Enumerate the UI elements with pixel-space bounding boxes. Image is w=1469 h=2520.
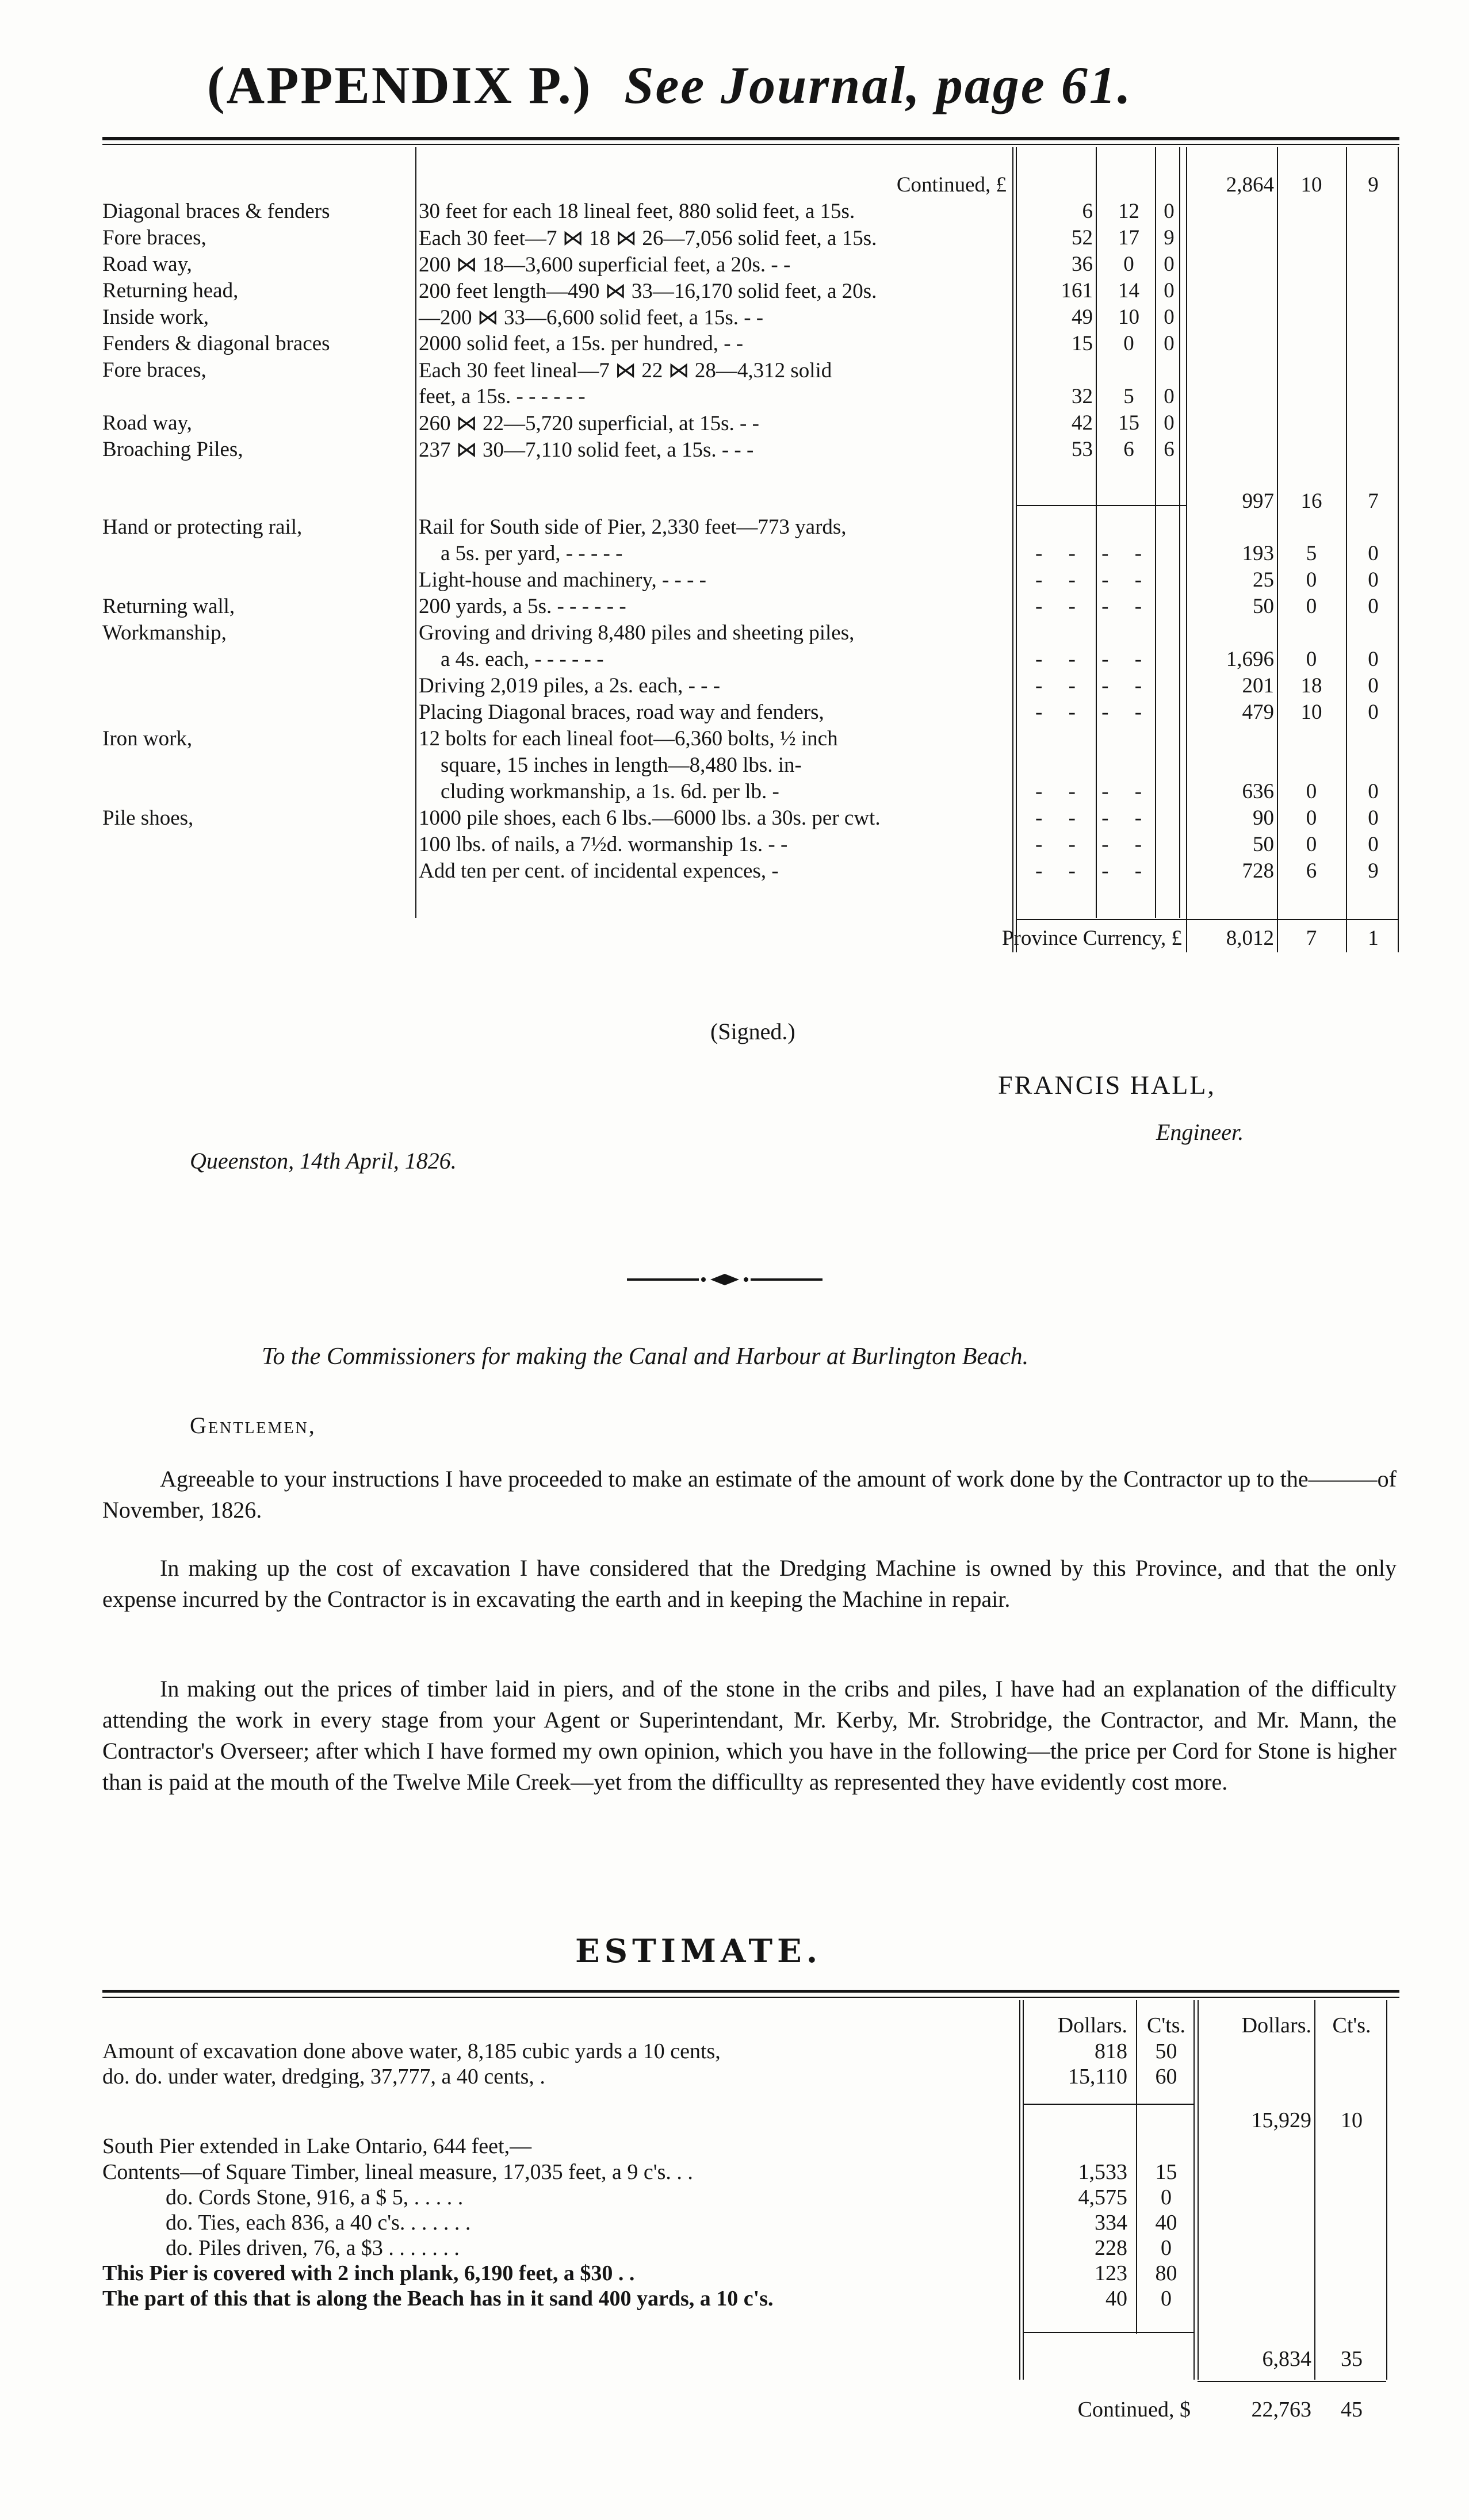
ornament-divider-icon: [627, 1271, 823, 1288]
table1-row: [0, 305, 1469, 331]
row-shillings: 6: [1123, 438, 1134, 461]
estimate-description: The part of this that is along the Beach has in it sand 400 yards, a 10 c's.: [102, 2287, 774, 2311]
row-shillings: 0: [1123, 332, 1134, 355]
row-description: Driving 2,019 piles, a 2s. each, - - -: [419, 674, 721, 698]
empty-column-dashes: - - - -: [1035, 806, 1153, 830]
estimate-dollars: 15,110: [1068, 2065, 1127, 2089]
table1-row: [0, 621, 1469, 646]
row-description: 200 yards, a 5s. - - - - - -: [419, 595, 626, 618]
estimate-description: Contents—of Square Timber, lineal measure, 17,035 feet, a 9 c's. . .: [102, 2160, 693, 2184]
row-pounds: 193: [1242, 542, 1274, 565]
row-item: Pile shoes,: [102, 806, 194, 830]
signed-label: (Signed.): [710, 1018, 795, 1044]
row-shillings: 17: [1118, 226, 1139, 250]
estimate-row: [0, 2261, 1469, 2286]
row-shillings: 0: [1306, 648, 1317, 671]
estimate-row: [0, 2210, 1469, 2235]
row-description: 30 feet for each 18 lineal feet, 880 solid feet, a 15s.: [419, 200, 855, 223]
row-description: Each 30 feet—7 ⋈ 18 ⋈ 26—7,056 solid feet, a 15s.: [419, 227, 877, 250]
estimate-subtotal1-row: [0, 2108, 1469, 2133]
row-item: Returning head,: [102, 279, 239, 302]
row-description: Rail for South side of Pier, 2,330 feet—773 yards,: [419, 515, 847, 539]
signer-name: FRANCIS HALL,: [998, 1070, 1216, 1100]
estimate-subtotal2-row: [0, 2346, 1469, 2372]
table1-row: [0, 515, 1469, 541]
row-pounds: 161: [1061, 279, 1093, 302]
estimate-row: [0, 2235, 1469, 2261]
row-shillings: 6: [1306, 859, 1317, 883]
estimate-cents: 40: [1155, 2211, 1177, 2235]
row-pounds: 25: [1253, 568, 1274, 592]
row-pounds: 42: [1072, 411, 1093, 435]
empty-column-dashes: - - - -: [1035, 595, 1153, 618]
province-shillings: 7: [1306, 926, 1317, 950]
row-shillings: 0: [1306, 780, 1317, 803]
estimate-header-row: [0, 2013, 1469, 2038]
row-pence: 0: [1164, 332, 1175, 355]
row-item: Fenders & diagonal braces: [102, 332, 330, 355]
row-description: Placing Diagonal braces, road way and fenders,: [419, 700, 824, 724]
empty-column-dashes: - - - -: [1035, 648, 1153, 671]
row-pence: 9: [1164, 226, 1175, 250]
row-description: 12 bolts for each lineal foot—6,360 bolts, ½ inch: [419, 727, 838, 750]
row-description: 200 feet length—490 ⋈ 33—16,170 solid feet, a 20s.: [419, 279, 877, 303]
row-item: Iron work,: [102, 727, 193, 750]
estimate-row: [0, 2286, 1469, 2311]
estimate-row: [0, 2064, 1469, 2089]
estimate-dollars: 818: [1095, 2039, 1127, 2063]
row-shillings: 0: [1306, 806, 1317, 830]
row-shillings: 15: [1118, 411, 1139, 435]
row-item: Fore braces,: [102, 226, 206, 250]
row-pence: 0: [1164, 305, 1175, 329]
estimate-description: do. do. under water, dredging, 37,777, a 40 cents, .: [102, 2065, 545, 2089]
row-description: 1000 pile shoes, each 6 lbs.—6000 lbs. a 30s. per cwt.: [419, 806, 881, 830]
col-header-cents-total: Ct's.: [1332, 2013, 1371, 2038]
letter-paragraph-2: In making up the cost of excavation I have considered that the Dredging Machine is owned by this Province, and that the only expense incurred by the Contractor is in excavating the earth and in keeping the Machine in repair.: [102, 1555, 1397, 1612]
row-item: Broaching Piles,: [102, 438, 243, 461]
table1-row: [0, 568, 1469, 593]
table1-row: [0, 726, 1469, 752]
estimate-heading: ESTIMATE.: [575, 1932, 823, 1970]
estimate-dollars: 123: [1095, 2261, 1127, 2285]
row-shillings: 10: [1300, 700, 1322, 724]
estimate-dollars: 4,575: [1078, 2185, 1127, 2209]
estimate-row: [0, 2185, 1469, 2210]
row-item: Hand or protecting rail,: [102, 515, 303, 539]
row-description: 2000 solid feet, a 15s. per hundred, - -: [419, 332, 744, 355]
table1-row: [0, 594, 1469, 620]
estimate-dollars: 40: [1105, 2287, 1127, 2311]
estimate-rule-thick: [102, 1990, 1399, 1993]
header-rule-thin: [102, 144, 1399, 145]
estimate-rule-thin: [102, 1997, 1399, 1998]
col-header-dollars-total: Dollars.: [1241, 2013, 1311, 2038]
table1-row: [0, 331, 1469, 357]
row-description: —200 ⋈ 33—6,600 solid feet, a 15s. - -: [419, 306, 764, 330]
row-shillings: 5: [1306, 542, 1317, 565]
row-item: Workmanship,: [102, 621, 227, 645]
pier-heading-row: [0, 2134, 1469, 2159]
row-description: Light-house and machinery, - - - -: [419, 568, 707, 592]
row-pounds: 728: [1242, 859, 1274, 883]
row-shillings: 0: [1306, 595, 1317, 618]
estimate-subtotal-rule: [1023, 2104, 1193, 2105]
table1-row: [0, 806, 1469, 832]
row-pence: 0: [1368, 780, 1379, 803]
row-item: Fore braces,: [102, 358, 206, 382]
row-shillings: 14: [1118, 279, 1139, 302]
empty-column-dashes: - - - -: [1035, 674, 1153, 698]
estimate-dollars: 334: [1095, 2211, 1127, 2235]
row-pence: 0: [1164, 252, 1175, 276]
row-pence: 0: [1164, 411, 1175, 435]
row-description: square, 15 inches in length—8,480 lbs. in-: [441, 753, 802, 777]
table1-row: [0, 859, 1469, 884]
province-currency-label: Province Currency, £: [1001, 926, 1182, 950]
table1-row: [0, 753, 1469, 779]
row-shillings: 0: [1123, 252, 1134, 276]
row-pounds: 6: [1082, 200, 1093, 223]
letter-paragraph-1: Agreeable to your instructions I have proceeded to make an estimate of the amount of work done by the Contractor up to the———of November, 1826.: [102, 1466, 1397, 1523]
row-pence: 0: [1164, 279, 1175, 302]
row-shillings: 0: [1306, 568, 1317, 592]
table1-row: [0, 647, 1469, 673]
table1-row: [0, 541, 1469, 567]
row-pounds: 636: [1242, 780, 1274, 803]
continued-pounds: 2,864: [1226, 173, 1274, 197]
row-pence: 0: [1368, 648, 1379, 671]
row-description: Each 30 feet lineal—7 ⋈ 22 ⋈ 28—4,312 solid: [419, 359, 832, 382]
row-pence: 0: [1368, 700, 1379, 724]
row-pounds: 90: [1253, 806, 1274, 830]
row-description: feet, a 15s. - - - - - -: [419, 385, 586, 408]
row-shillings: 18: [1300, 674, 1322, 698]
estimate-row: [0, 2159, 1469, 2185]
place-date: Queenston, 14th April, 1826.: [190, 1148, 457, 1174]
estimate-cents: 0: [1161, 2185, 1172, 2209]
table1-row: [0, 673, 1469, 699]
table1-row: [0, 384, 1469, 410]
table1-row: [0, 358, 1469, 384]
subtotal1-cents: 10: [1341, 2108, 1363, 2132]
row-description: 237 ⋈ 30—7,110 solid feet, a 15s. - - -: [419, 438, 754, 462]
estimate-continued-label: Continued, $: [1077, 2398, 1191, 2422]
table1-continued-row: [0, 173, 1469, 198]
row-pounds: 52: [1072, 226, 1093, 250]
row-pounds: 479: [1242, 700, 1274, 724]
row-pence: 0: [1164, 200, 1175, 223]
row-description: 260 ⋈ 22—5,720 superficial, at 15s. - -: [419, 412, 759, 435]
estimate-description: Amount of excavation done above water, 8,185 cubic yards a 10 cents,: [102, 2039, 721, 2063]
row-item: Road way,: [102, 411, 192, 435]
pier-heading: South Pier extended in Lake Ontario, 644 feet,—: [102, 2134, 532, 2158]
row-pence: 0: [1368, 595, 1379, 618]
letter-salutation: Gentlemen,: [190, 1412, 316, 1438]
row-pence: 0: [1368, 806, 1379, 830]
letter-paragraph-3: In making out the prices of timber laid in piers, and of the stone in the cribs and piles, I have had an explanation of the difficulty attending the work in every stage from your Agent or Superintendant, Mr. Kerby, Mr. Strobridge, the Contractor, and Mr. Mann, the Contractor's Overseer; after which I have formed my own opinion, which you have in the following—the price per Cord for Stone is higher than is paid at the mouth of the Twelve Mile Creek—yet from the difficullty as represented they have evidently cost more.: [102, 1676, 1397, 1795]
table1-row: [0, 225, 1469, 251]
row-pounds: 50: [1253, 595, 1274, 618]
subtotal2-dollars: 6,834: [1262, 2347, 1311, 2371]
subtotal2-cents: 35: [1341, 2347, 1363, 2371]
estimate-cents: 0: [1161, 2236, 1172, 2260]
estimate-continued-row: [0, 2397, 1469, 2422]
row-shillings: 0: [1306, 833, 1317, 856]
estimate-description: do. Piles driven, 76, a $3 . . . . . . .: [166, 2236, 460, 2260]
table1-row: [0, 199, 1469, 225]
estimate-description: do. Ties, each 836, a 40 c's. . . . . . .: [166, 2211, 471, 2235]
row-pounds: 36: [1072, 252, 1093, 276]
estimate-row: [0, 2039, 1469, 2064]
row-shillings: 5: [1123, 385, 1134, 408]
row-pounds: 1,696: [1226, 648, 1274, 671]
journal-reference: See Journal, page 61.: [624, 56, 1133, 114]
table1-bottom-rule: [1016, 919, 1398, 920]
row-pounds: 50: [1253, 833, 1274, 856]
estimate-description: do. Cords Stone, 916, a $ 5, . . . . .: [166, 2185, 464, 2209]
estimate-dollars: 1,533: [1078, 2160, 1127, 2184]
row-shillings: 10: [1118, 305, 1139, 329]
row-pence: 0: [1368, 674, 1379, 698]
table1-row: [0, 278, 1469, 304]
empty-column-dashes: - - - -: [1035, 700, 1153, 724]
estimate-description: This Pier is covered with 2 inch plank, 6,190 feet, a $30 . .: [102, 2261, 635, 2285]
row-pence: 0: [1368, 542, 1379, 565]
row-pounds: 15: [1072, 332, 1093, 355]
estimate-cents: 0: [1161, 2287, 1172, 2311]
row-description: 200 ⋈ 18—3,600 superficial feet, a 20s. - -: [419, 253, 791, 277]
row-pence: 0: [1368, 568, 1379, 592]
subtotal-pence: 7: [1368, 489, 1379, 513]
table1-row: [0, 700, 1469, 726]
row-pence: 0: [1164, 385, 1175, 408]
estimate-bottom-rule: [1198, 2381, 1386, 2382]
estimate-cents: 50: [1155, 2039, 1177, 2063]
row-description: cluding workmanship, a 1s. 6d. per lb. -: [441, 780, 779, 803]
row-pounds: 201: [1242, 674, 1274, 698]
estimate-continued-cents: 45: [1341, 2398, 1363, 2422]
row-item: Returning wall,: [102, 595, 235, 618]
letter-address: To the Commissioners for making the Canal and Harbour at Burlington Beach.: [262, 1343, 1029, 1370]
table1-row: [0, 411, 1469, 436]
estimate-cents: 15: [1155, 2160, 1177, 2184]
row-description: 100 lbs. of nails, a 7½d. wormanship 1s. - -: [419, 833, 788, 856]
row-item: Road way,: [102, 252, 192, 276]
row-description: Groving and driving 8,480 piles and sheeting piles,: [419, 621, 855, 645]
col-header-cents: C'ts.: [1146, 2013, 1186, 2038]
row-description: Add ten per cent. of incidental expences, -: [419, 859, 779, 883]
empty-column-dashes: - - - -: [1035, 568, 1153, 592]
page-header: [207, 55, 1300, 116]
row-item: Inside work,: [102, 305, 209, 329]
row-description: a 5s. per yard, - - - - -: [441, 542, 623, 565]
subtotal-shillings: 16: [1300, 489, 1322, 513]
estimate-cents: 60: [1155, 2065, 1177, 2089]
estimate-dollars: 228: [1095, 2236, 1127, 2260]
row-pounds: 49: [1072, 305, 1093, 329]
header-rule-thick: [102, 137, 1399, 140]
table1-subtotal-row: [0, 489, 1469, 515]
row-pence: 0: [1368, 833, 1379, 856]
subtotal1-dollars: 15,929: [1251, 2108, 1311, 2132]
continued-shillings: 10: [1300, 173, 1322, 197]
table1-row: [0, 832, 1469, 858]
row-shillings: 12: [1118, 200, 1139, 223]
estimate-continued-dollars: 22,763: [1251, 2398, 1311, 2422]
province-currency-row: [0, 926, 1469, 952]
table1-row: [0, 779, 1469, 805]
continued-label: Continued, £: [896, 173, 1007, 197]
signer-title: Engineer.: [1156, 1119, 1244, 1145]
row-pounds: 32: [1072, 385, 1093, 408]
empty-column-dashes: - - - -: [1035, 833, 1153, 856]
province-pence: 1: [1368, 926, 1379, 950]
estimate-cents: 80: [1155, 2261, 1177, 2285]
subtotal-pounds: 997: [1242, 489, 1274, 513]
estimate-subtotal-rule: [1023, 2332, 1193, 2333]
table1-row: [0, 437, 1469, 463]
row-pounds: 53: [1072, 438, 1093, 461]
empty-column-dashes: - - - -: [1035, 542, 1153, 565]
continued-pence: 9: [1368, 173, 1379, 197]
row-pence: 9: [1368, 859, 1379, 883]
empty-column-dashes: - - - -: [1035, 780, 1153, 803]
row-item: Diagonal braces & fenders: [102, 200, 330, 223]
appendix-title: (APPENDIX P.): [207, 56, 592, 114]
col-header-dollars: Dollars.: [1057, 2013, 1127, 2038]
empty-column-dashes: - - - -: [1035, 859, 1153, 883]
province-pounds: 8,012: [1226, 926, 1274, 950]
row-pence: 6: [1164, 438, 1175, 461]
table1-row: [0, 252, 1469, 278]
row-description: a 4s. each, - - - - - -: [441, 648, 604, 671]
